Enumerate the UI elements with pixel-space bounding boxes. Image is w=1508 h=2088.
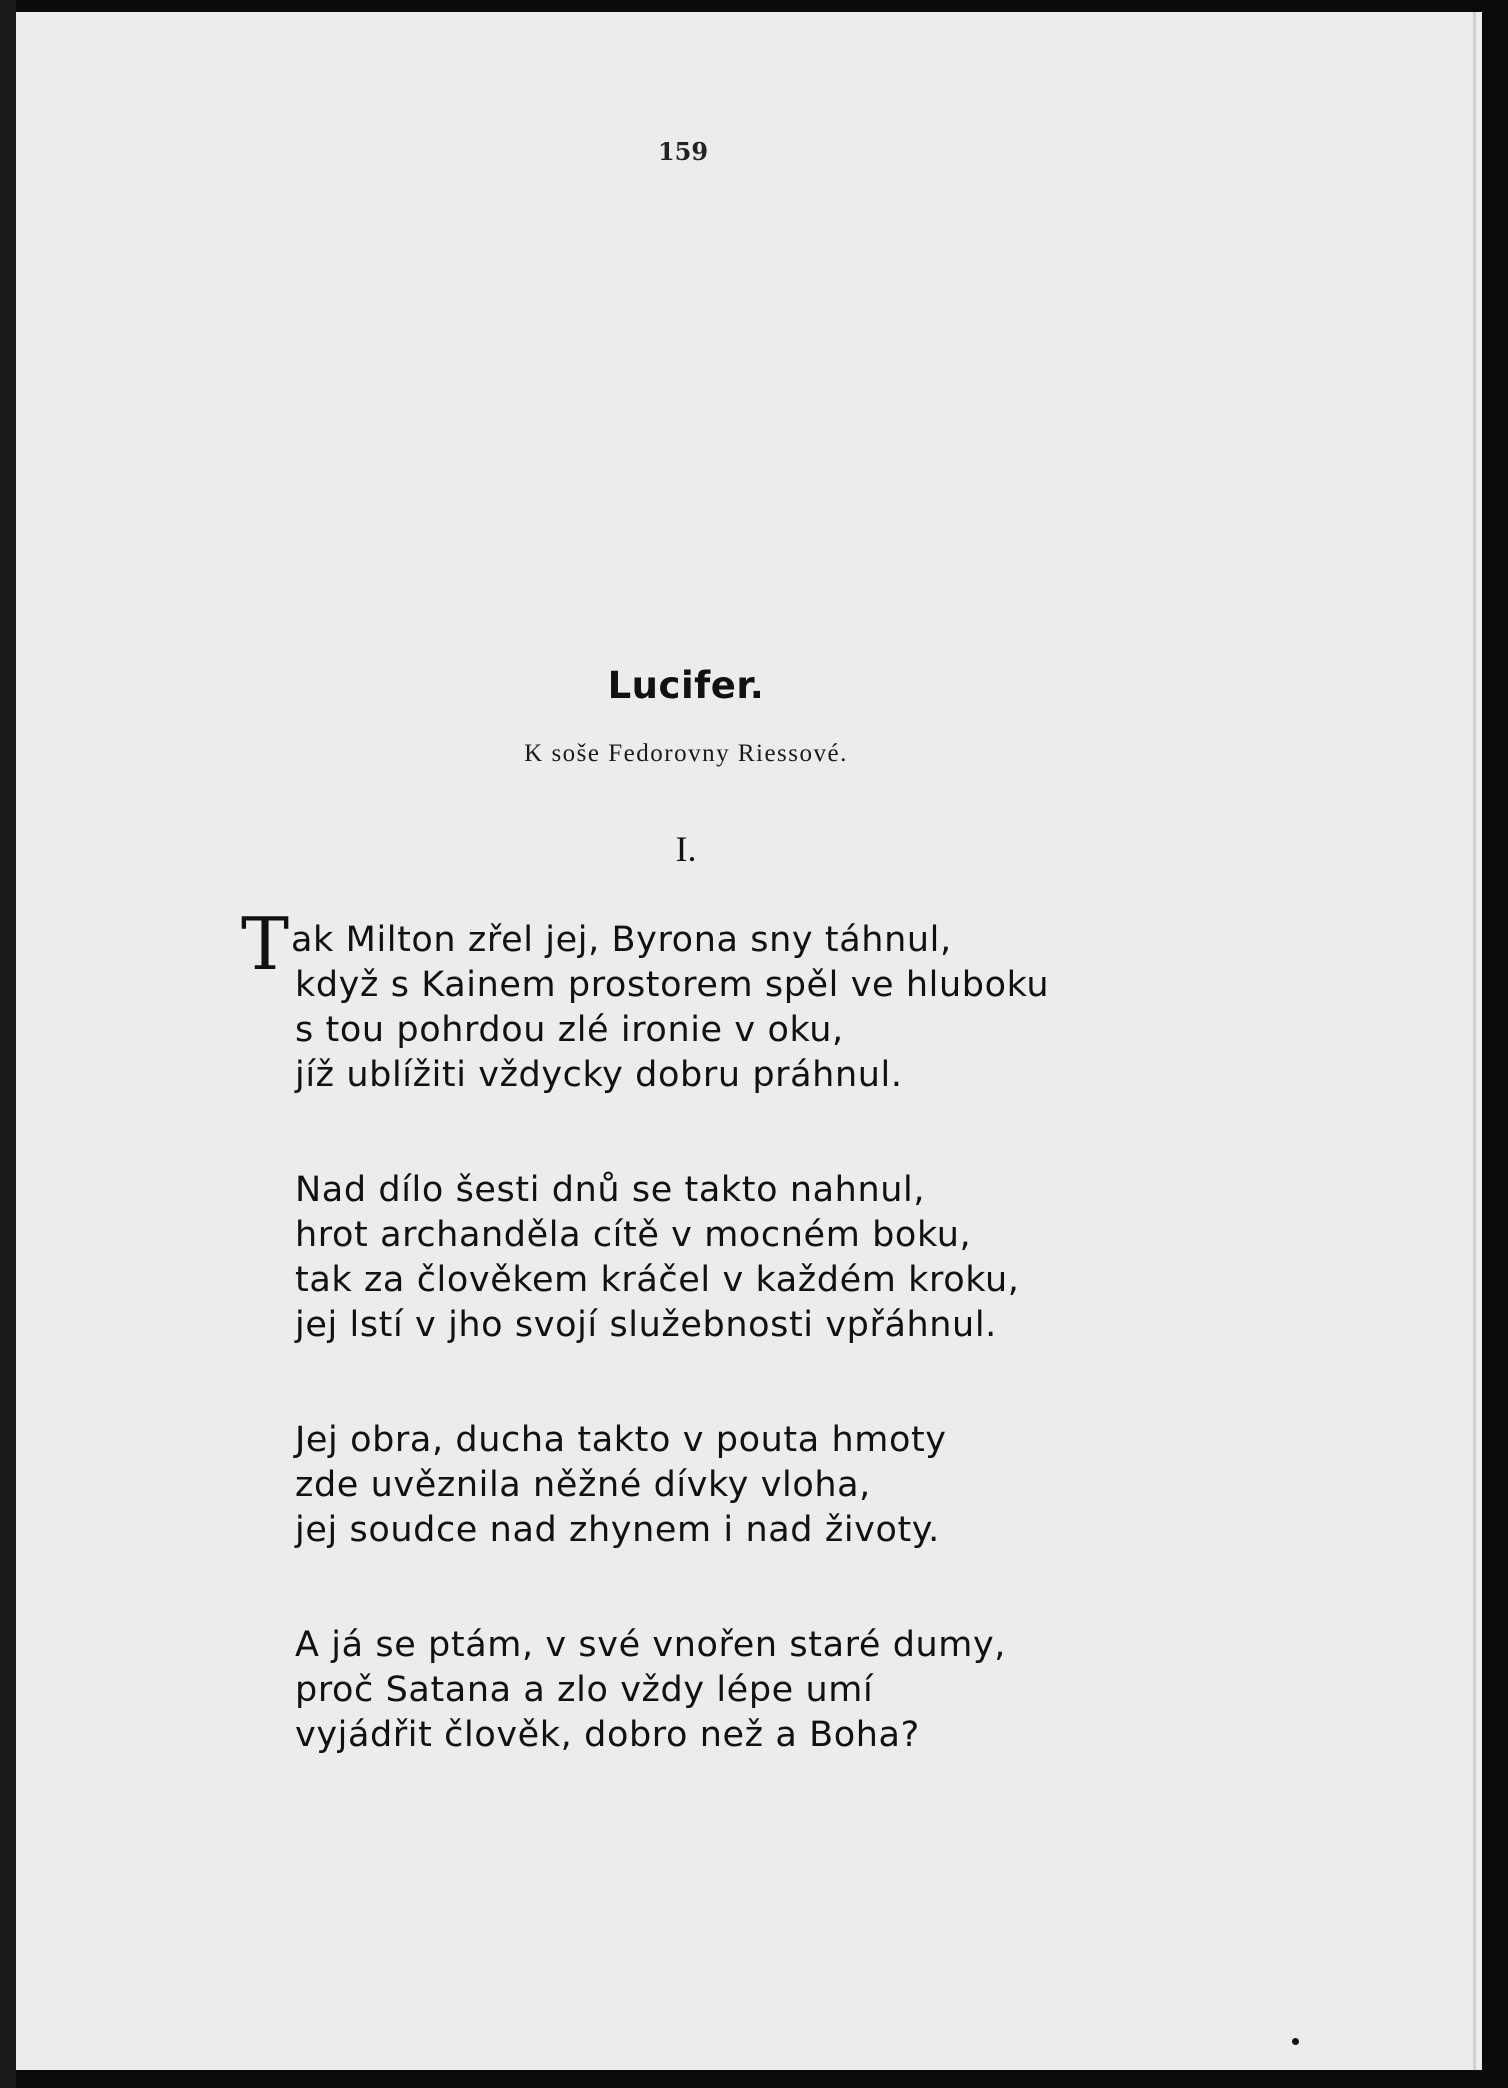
poem-line: proč Satana a zlo vždy lépe umí bbox=[295, 1670, 874, 1710]
poem-line: jej lstí v jho svojí služebnosti vpřáhnul. bbox=[295, 1305, 997, 1345]
poem-line: Jej obra, ducha takto v pouta hmoty bbox=[295, 1420, 947, 1460]
poem-line: jíž ublížiti vždycky dobru práhnul. bbox=[295, 1055, 903, 1095]
stanza-1 bbox=[241, 902, 1161, 1098]
ink-speck bbox=[1292, 2038, 1299, 2045]
poem-line: hrot archanděla cítě v mocném boku, bbox=[295, 1215, 972, 1255]
poem-dedication: K soše Fedorovny Riessové. bbox=[524, 740, 848, 767]
poem-line: tak za člověkem kráčel v každém kroku, bbox=[295, 1260, 1020, 1300]
poem-line: vyjádřit člověk, dobro než a Boha? bbox=[295, 1715, 920, 1755]
stanza-2 bbox=[281, 1168, 1161, 1348]
page-edge-shadow bbox=[1473, 12, 1476, 2070]
poem-title: Lucifer. bbox=[607, 664, 765, 707]
poem-line: když s Kainem prostorem spěl ve hluboku bbox=[295, 965, 1050, 1005]
poem-line: s tou pohrdou zlé ironie v oku, bbox=[295, 1010, 844, 1050]
poem-body bbox=[241, 902, 1161, 1758]
stanza-3 bbox=[281, 1418, 1161, 1553]
page-number: 159 bbox=[657, 137, 709, 166]
scan-left-edge bbox=[0, 0, 16, 2088]
poem-line: A já se ptám, v své vnořen staré dumy, bbox=[295, 1625, 1007, 1665]
drop-cap-letter: T bbox=[241, 902, 290, 986]
poem-line: zde uvěznila něžné dívky vloha, bbox=[295, 1465, 871, 1505]
poem-line-text: ak Milton zřel jej, Byrona sny táhnul, bbox=[291, 920, 952, 960]
stanza-4 bbox=[281, 1623, 1161, 1758]
poem-line: jej soudce nad zhynem i nad životy. bbox=[295, 1510, 940, 1550]
poem-line: Nad dílo šesti dnů se takto nahnul, bbox=[295, 1170, 926, 1210]
part-numeral: I. bbox=[675, 829, 697, 869]
book-page bbox=[16, 12, 1482, 2070]
